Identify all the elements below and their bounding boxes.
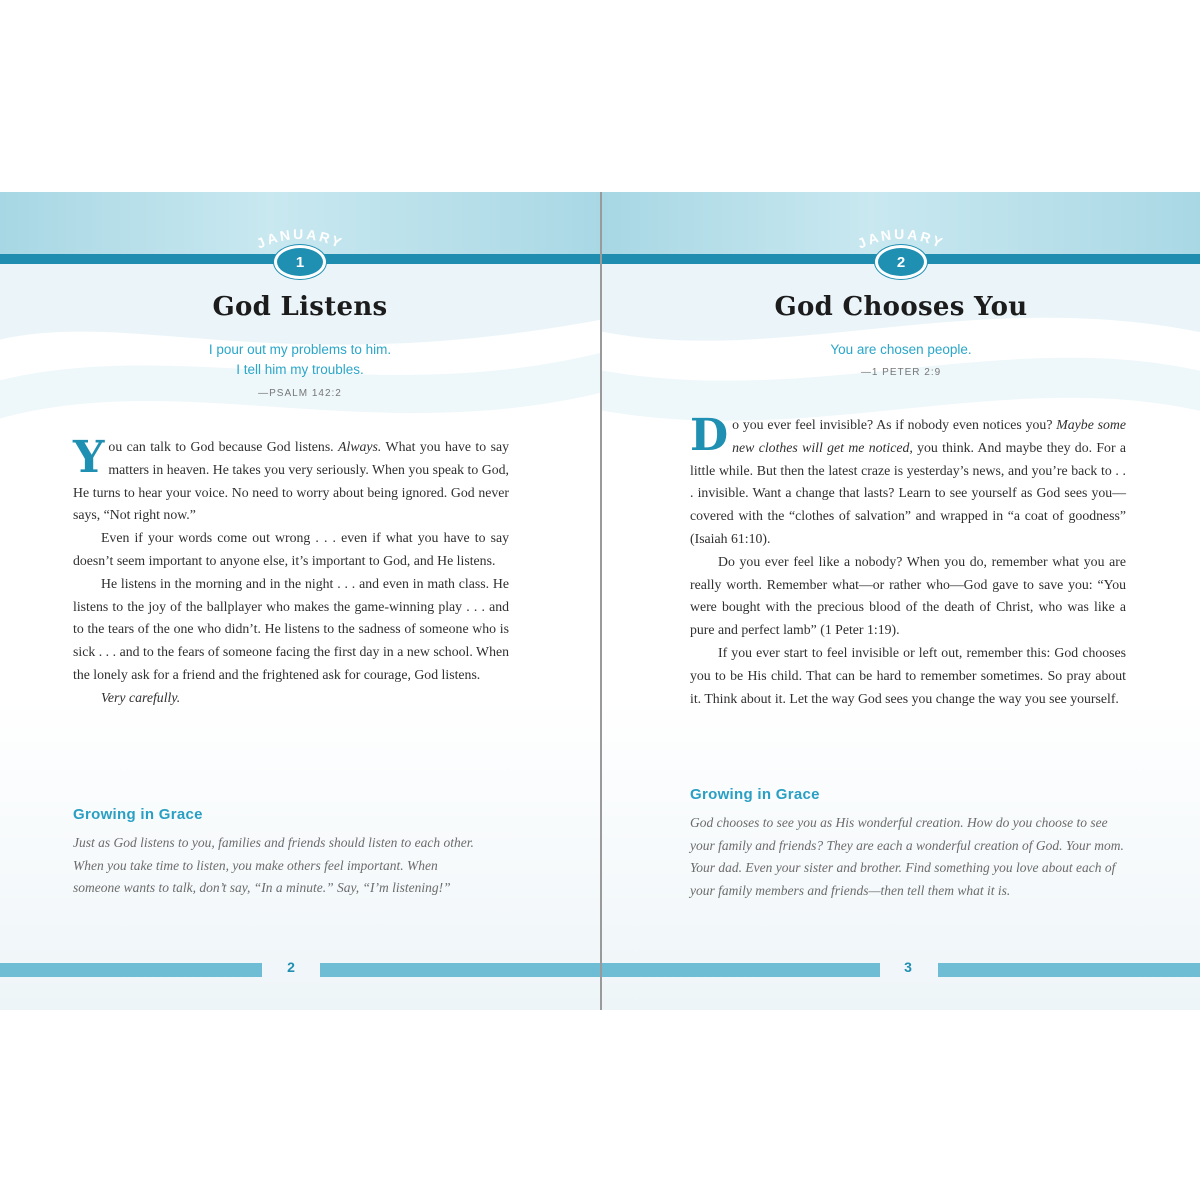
drop-cap: D [690, 410, 729, 461]
page-title: God Listens [212, 292, 388, 322]
paragraph-text: you think. And maybe they do. For a little while. But then the latest craze is yesterday’s news, and you’re back to . . . invisible. Want a change that lasts? Learn to see yourself as God sees you—covered with the “clothes of salvation” and wrapped in “a coat of goodness” (Isaiah 61:10). [690, 439, 1126, 546]
svg-text:JANUARY: JANUARY [855, 225, 947, 252]
verse-line: I tell him my troubles. [236, 362, 364, 377]
paragraph [73, 432, 509, 527]
footer-bar [0, 963, 262, 977]
page-number: 3 [904, 959, 912, 975]
svg-text:JANUARY: JANUARY [254, 225, 346, 252]
page-title: God Chooses You [774, 292, 1028, 322]
date-badge [846, 222, 956, 282]
verse-line: You are chosen people. [830, 342, 972, 357]
page-number: 2 [287, 959, 295, 975]
paragraph: Do you ever feel like a nobody? When you do, remember what you are really worth. Remember what—or rather who—God gave to save you: “You were bought with the precious blood of the death of Christ, who was like a pure and perfect lamb” (1 Peter 1:19). [690, 553, 1126, 638]
paragraph: He listens in the morning and in the night . . . and even in math class. He listens to the joy of the ballplayer who makes the game-winning play . . . and to the tears of the one who didn’t. He listens to the sadness of someone who is sick . . . and to the fears of someone facing the first day in a new school. When the lonely ask for a friend and the frightened ask for courage, God listens. [73, 575, 509, 682]
footer-bar [320, 963, 600, 977]
page-footer [0, 959, 600, 977]
page-footer [602, 959, 1200, 977]
drop-cap: Y [73, 432, 105, 483]
emphasis-text: Maybe some new clothes will get me noticed, [732, 417, 1127, 455]
book-spread [0, 192, 1200, 1010]
paragraph-text: o you ever feel invisible? As if nobody even notices you? [732, 417, 1057, 432]
verse-line: I pour out my problems to him. [208, 342, 392, 357]
grace-text: Just as God listens to you, families and friends should listen to each other. When you take time to listen, you make others feel important. When someone wants to talk, don’t say, “In a minute.” Say, “I’m listening!” [73, 835, 474, 896]
devotional-body [690, 410, 1127, 710]
paragraph: Even if your words come out wrong . . . even if what you have to say doesn’t seem important to anyone else, it’s important to God, and He listens. [73, 530, 509, 568]
left-page [0, 192, 600, 1010]
day-number: 2 [875, 245, 927, 279]
devotional-body [73, 432, 509, 710]
footer-bar [602, 963, 880, 977]
grace-heading: Growing in Grace [690, 786, 820, 803]
verse-reference: —1 PETER 2:9 [860, 367, 942, 378]
emphasis-text: Always. [338, 439, 382, 454]
paragraph-text: ou can talk to God because God listens. [108, 439, 339, 454]
grace-heading: Growing in Grace [73, 806, 203, 823]
day-number: 1 [274, 245, 326, 279]
grace-text: God chooses to see you as His wonderful creation. How do you choose to see your family and friends? They are each a wonderful creation of God. Your mom. Your dad. Even your sister and brother. Find something you love about each of your family members and friends—then tell them what it is. [690, 815, 1124, 898]
paragraph: Very carefully. [101, 689, 181, 705]
verse-reference: —PSALM 142:2 [258, 388, 342, 399]
date-badge [245, 222, 355, 282]
paragraph: If you ever start to feel invisible or left out, remember this: God chooses you to be His child. That can be hard to remember sometimes. So pray about it. Think about it. Let the way God sees you change the way you see yourself. [690, 644, 1126, 706]
paragraph-text: What you have to say matters in heaven. He takes you very seriously. When you speak to God, He turns to hear your voice. No need to worry about being ignored. God never says, “Not right now.” [73, 439, 509, 523]
right-page [602, 192, 1200, 1010]
paragraph [690, 410, 1127, 551]
footer-bar [938, 963, 1200, 977]
